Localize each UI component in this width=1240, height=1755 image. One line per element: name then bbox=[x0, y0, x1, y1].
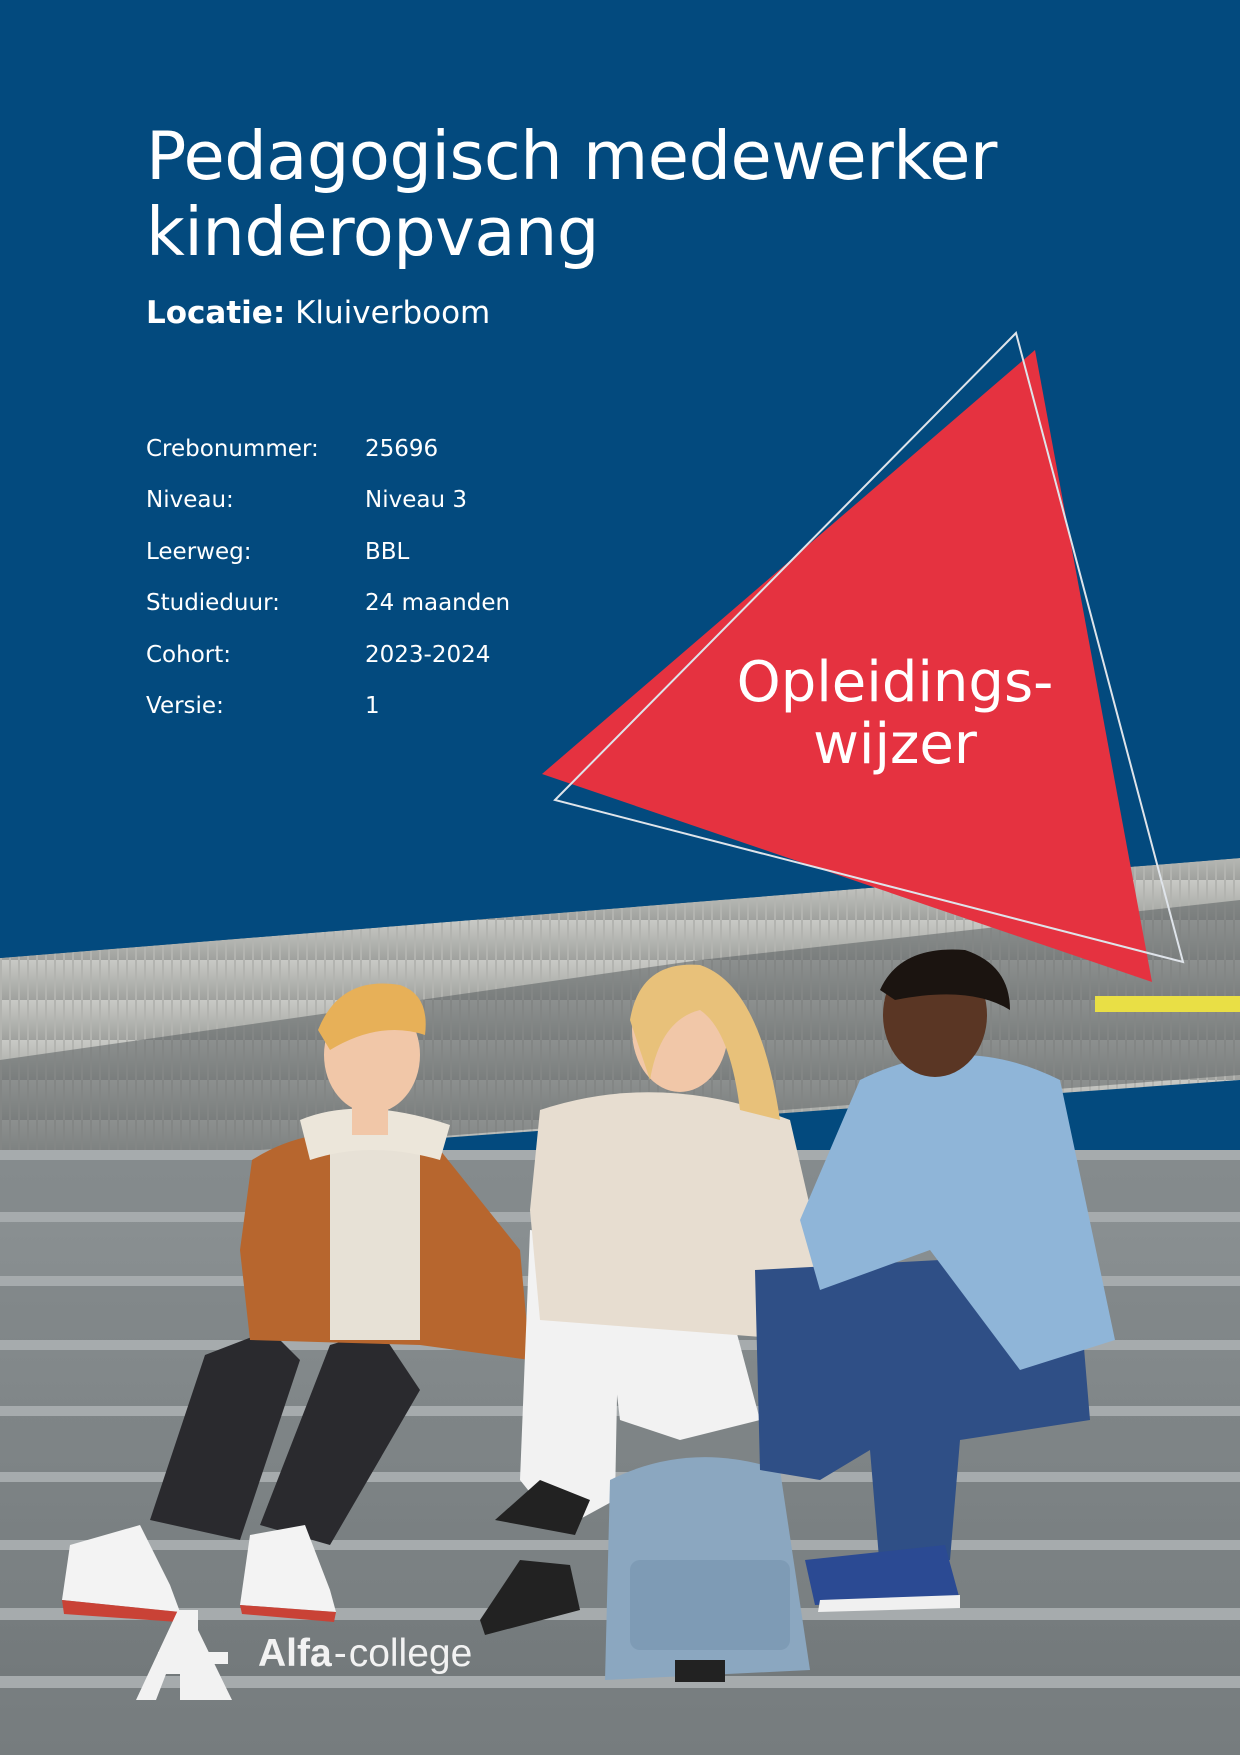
detail-value: 1 bbox=[365, 693, 380, 720]
detail-key: Niveau: bbox=[146, 487, 234, 514]
detail-value: 25696 bbox=[365, 435, 439, 462]
detail-row-versie bbox=[146, 681, 596, 733]
badge-line-2: wijzer bbox=[813, 712, 977, 777]
logo-brand: Alfa bbox=[258, 1632, 332, 1675]
detail-value: BBL bbox=[365, 538, 410, 565]
course-details bbox=[146, 423, 596, 732]
detail-value: 2023-2024 bbox=[365, 641, 491, 668]
location-value: Kluiverboom bbox=[295, 295, 491, 331]
detail-row-studieduur bbox=[146, 578, 596, 630]
detail-key: Studieduur: bbox=[146, 590, 280, 617]
alfa-college-logo bbox=[136, 1610, 516, 1702]
detail-key: Crebonummer: bbox=[146, 435, 319, 462]
detail-row-crebonummer bbox=[146, 423, 596, 475]
logo-separator: - bbox=[333, 1632, 347, 1675]
badge-text bbox=[690, 652, 1100, 776]
location-label: Locatie: bbox=[146, 295, 286, 331]
title-line-2: kinderopvang bbox=[146, 193, 599, 271]
detail-key: Leerweg: bbox=[146, 538, 252, 565]
detail-value: 24 maanden bbox=[365, 590, 511, 617]
alfa-logo-icon bbox=[136, 1610, 236, 1702]
title-line-1: Pedagogisch medewerker bbox=[146, 117, 997, 195]
backpack bbox=[605, 1457, 810, 1682]
detail-value: Niveau 3 bbox=[365, 487, 467, 514]
logo-wordmark bbox=[258, 1632, 472, 1676]
page-title bbox=[146, 118, 1046, 270]
detail-key: Versie: bbox=[146, 693, 224, 720]
detail-row-cohort bbox=[146, 629, 596, 681]
detail-key: Cohort: bbox=[146, 641, 232, 668]
location bbox=[146, 293, 490, 333]
logo-suffix: college bbox=[348, 1632, 473, 1675]
detail-row-niveau bbox=[146, 475, 596, 527]
badge-line-1: Opleidings- bbox=[736, 650, 1054, 715]
detail-row-leerweg bbox=[146, 526, 596, 578]
